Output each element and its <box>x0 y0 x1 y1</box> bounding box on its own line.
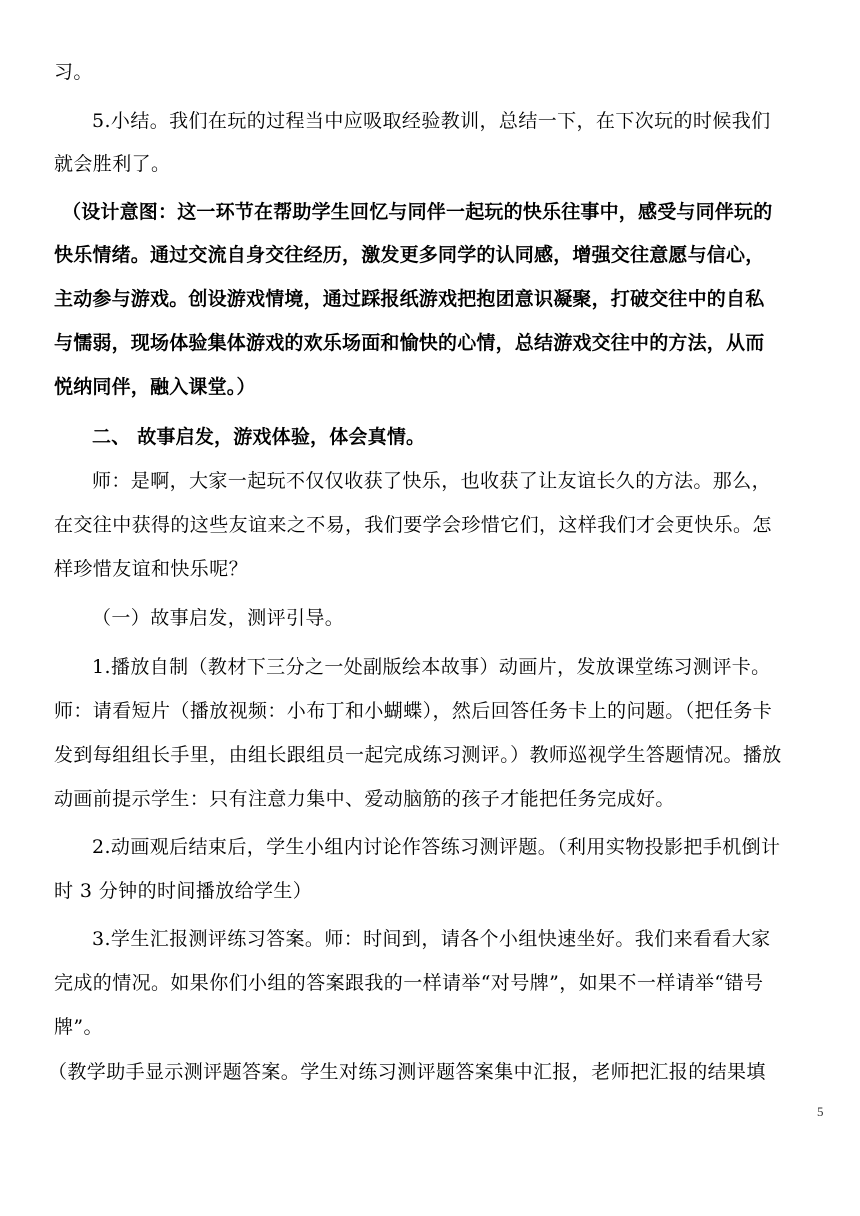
text-line: 在交往中获得的这些友谊来之不易，我们要学会珍惜它们，这样我们才会更快乐。怎 <box>54 514 772 536</box>
text-line: 样珍惜友谊和快乐呢？ <box>54 558 249 580</box>
design-intent-line: （设计意图：这一环节在帮助学生回忆与同伴一起玩的快乐往事中，感受与同伴玩的 <box>62 201 773 223</box>
text-line: 1.播放自制（教材下三分之一处副版绘本故事）动画片，发放课堂练习测评卡。 <box>92 656 771 678</box>
text-line: 完成的情况。如果你们小组的答案跟我的一样请举“对号牌”，如果不一样请举“错号 <box>54 972 764 994</box>
text-line: 动画前提示学生：只有注意力集中、爱动脑筋的孩子才能把任务完成好。 <box>54 788 675 810</box>
design-intent-line: 与懦弱，现场体验集体游戏的欢乐场面和愉快的心情，总结游戏交往中的方法，从而 <box>54 332 765 354</box>
text-line: 2.动画观后结束后，学生小组内讨论作答练习测评题。（利用实物投影把手机倒计 <box>92 836 781 858</box>
page-number: 5 <box>817 1104 824 1119</box>
text-line: 发到每组组长手里，由组长跟组员一起完成练习测评。）教师巡视学生答题情况。播放 <box>54 744 782 766</box>
text-line: 5.小结。我们在玩的过程当中应吸取经验教训，总结一下，在下次玩的时候我们 <box>92 110 771 132</box>
text-line: 就会胜利了。 <box>54 153 171 175</box>
text-line: 3.学生汇报测评练习答案。师：时间到，请各个小组快速坐好。我们来看看大家 <box>92 928 771 950</box>
text-line: 牌”。 <box>54 1016 103 1038</box>
design-intent-line: 快乐情绪。通过交流自身交往经历，激发更多同学的认同感，增强交往意愿与信心， <box>54 244 765 266</box>
text-line: 师：是啊，大家一起玩不仅仅收获了快乐，也收获了让友谊长久的方法。那么， <box>92 470 772 492</box>
text-line: （教学助手显示测评题答案。学生对练习测评题答案集中汇报，老师把汇报的结果填 <box>48 1061 766 1083</box>
subsection-heading: （一）故事启发，测评引导。 <box>92 607 345 629</box>
design-intent-line: 悦纳同伴，融入课堂。） <box>54 376 256 398</box>
design-intent-line: 主动参与游戏。创设游戏情境，通过踩报纸游戏把抱团意识凝聚，打破交往中的自私 <box>54 288 765 310</box>
section-heading: 二、 故事启发，游戏体验，体会真情。 <box>92 426 426 448</box>
text-line: 师：请看短片（播放视频：小布丁和小蝴蝶），然后回答任务卡上的问题。（把任务卡 <box>54 700 773 722</box>
text-line: 时 3 分钟的时间播放给学生） <box>54 880 313 902</box>
text-line: 习。 <box>54 61 93 83</box>
